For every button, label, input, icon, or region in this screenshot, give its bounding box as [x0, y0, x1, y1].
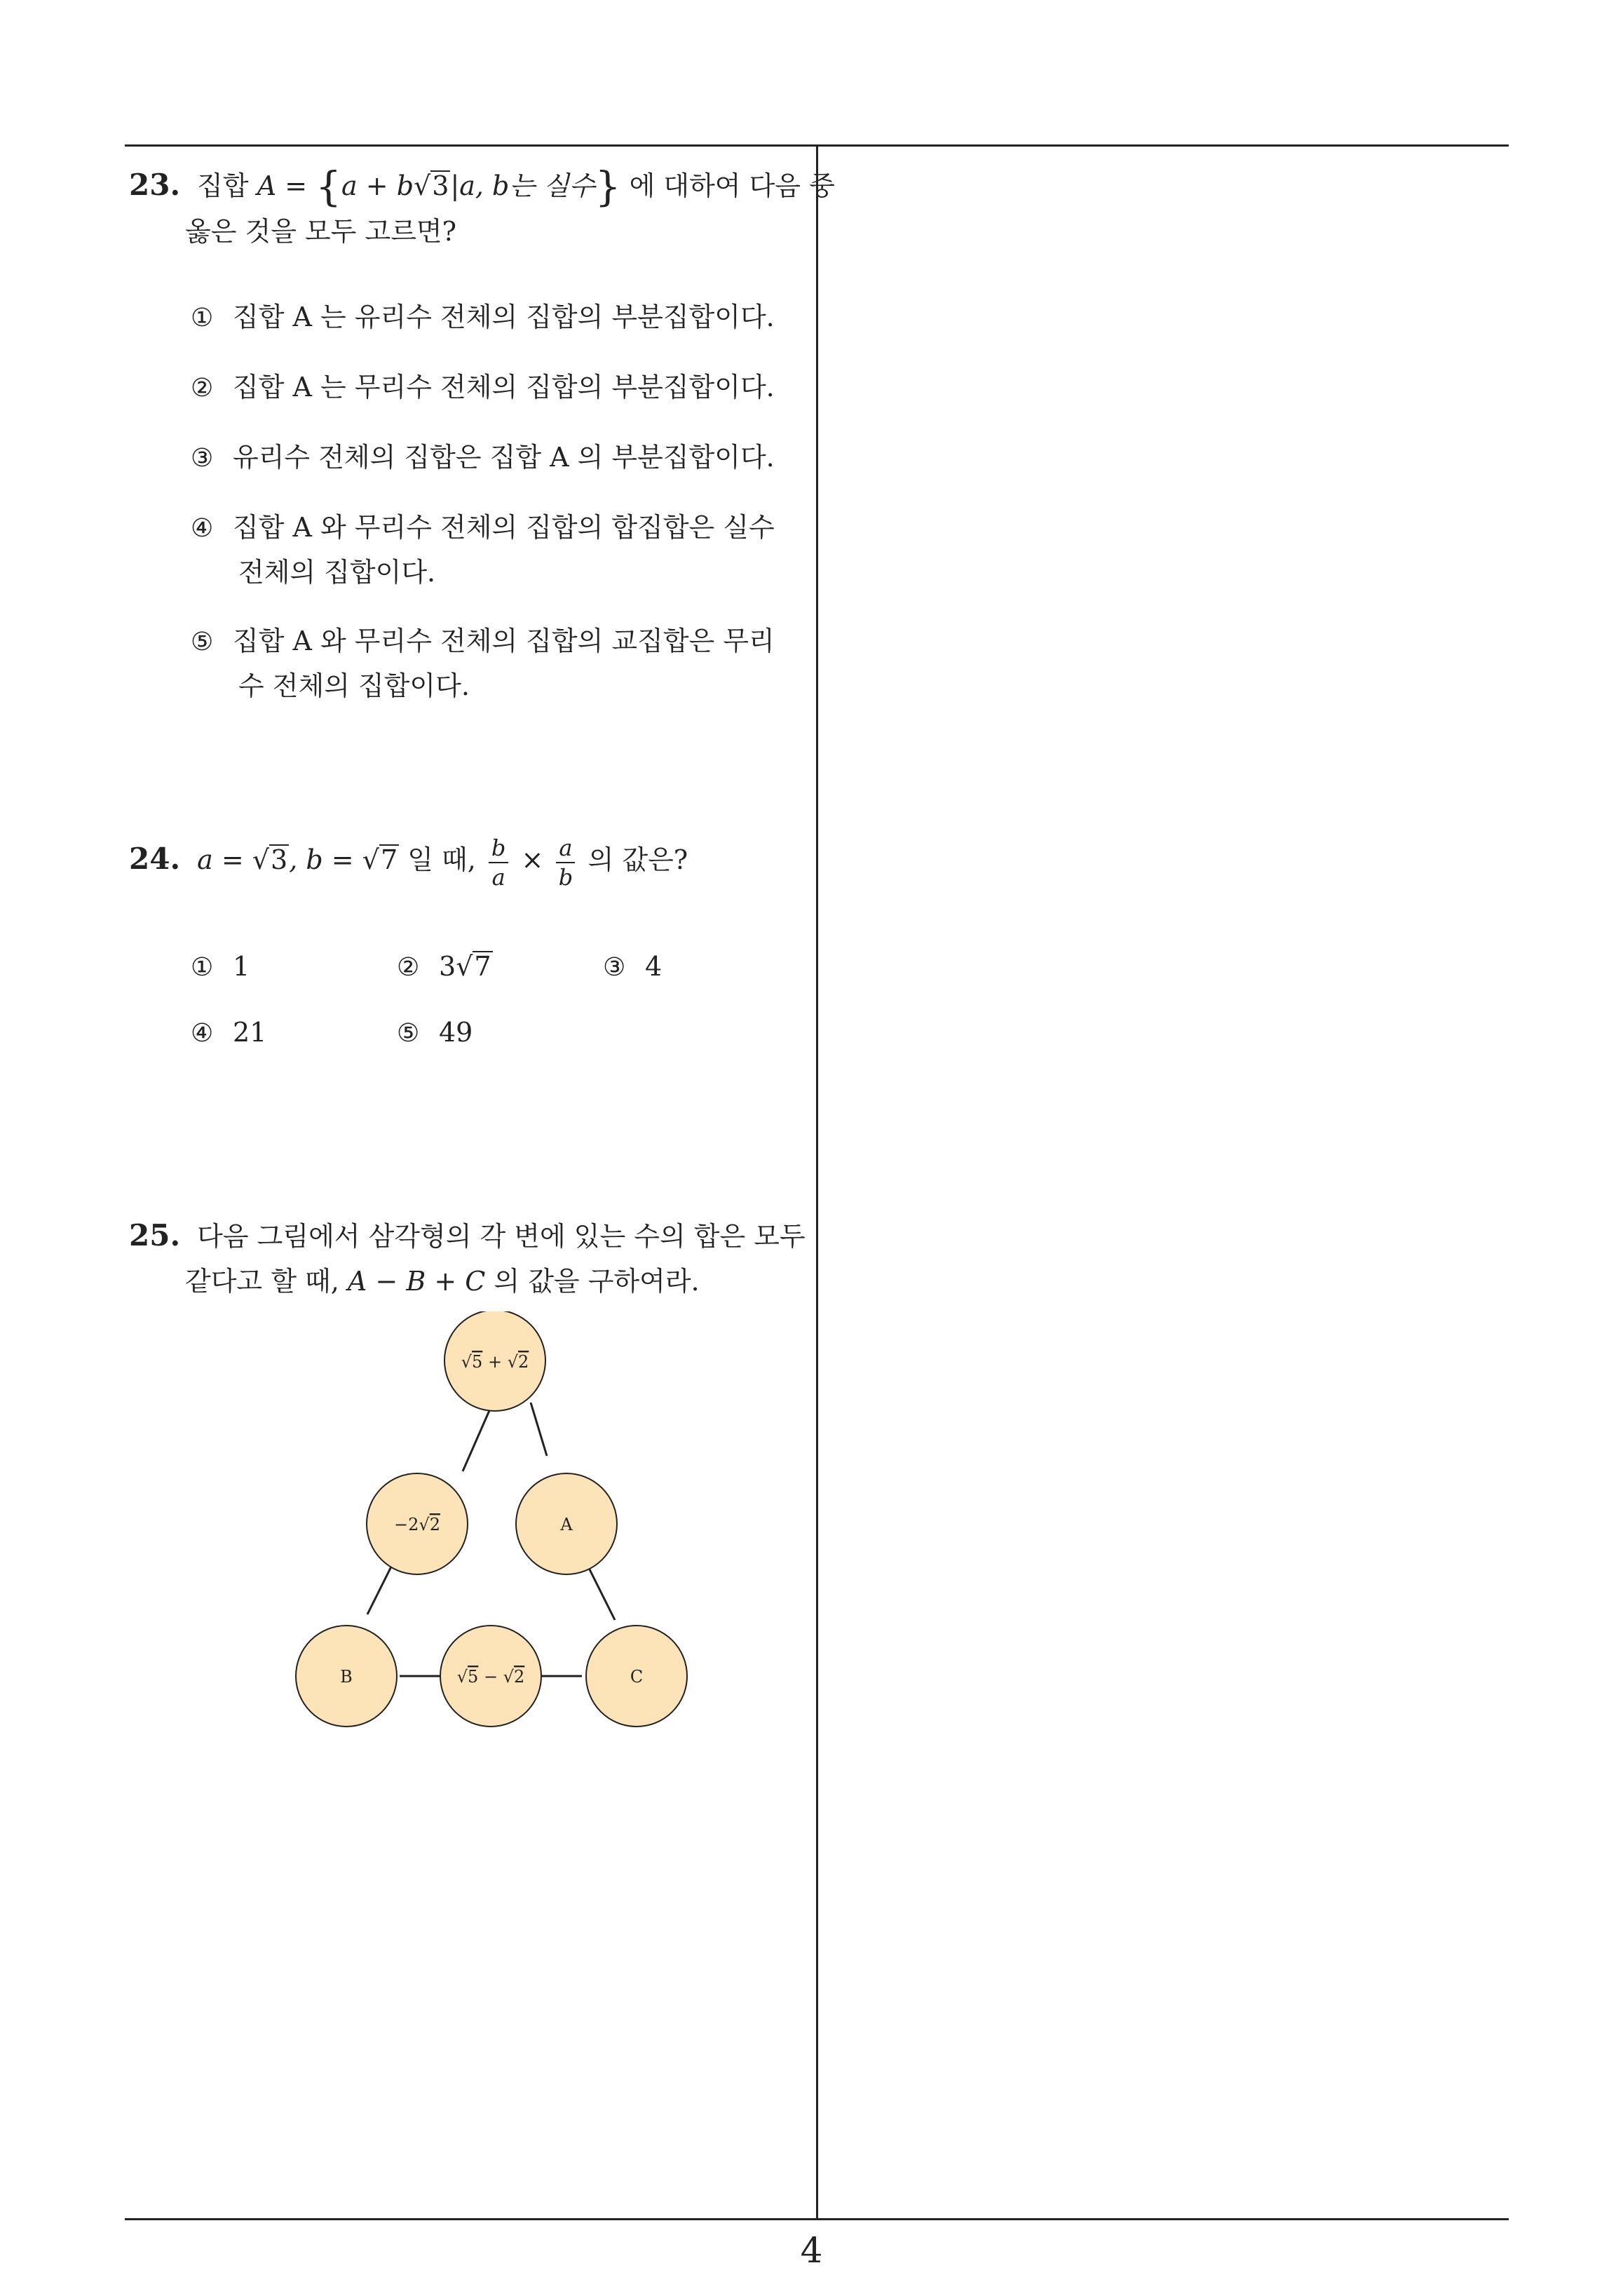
- question-25: [129, 1213, 806, 1304]
- question-25-line-2: 같다고 할 때, A − B + C 의 값을 구하여라.: [185, 1266, 700, 1297]
- fraction: $\frac{b}{a}$: [489, 834, 508, 891]
- node-top-label: √5 + √2: [461, 1352, 529, 1372]
- choice-4[interactable]: ④ 21: [191, 1017, 267, 1048]
- node-right-mid-label: A: [560, 1515, 573, 1534]
- node-bottom-left-label: B: [340, 1667, 353, 1687]
- question-23-line-1: 23. 집합 A = {a + b√3|a, b는 실수} 에 대하여 다음 중: [129, 163, 835, 210]
- choice-5[interactable]: ⑤ 49: [397, 1017, 473, 1048]
- question-25-line-1: 25. 다음 그림에서 삼각형의 각 변에 있는 수의 합은 모두: [129, 1218, 806, 1252]
- choice-3[interactable]: ③ 4: [603, 951, 663, 982]
- question-23-choices: [191, 300, 775, 738]
- node-bottom-mid-label: √5 − √2: [456, 1667, 525, 1687]
- bottom-rule: [125, 2218, 1509, 2220]
- node-bottom-right-label: C: [630, 1667, 644, 1687]
- sqrt-expression: √3: [414, 170, 449, 201]
- question-24-choices: [191, 951, 809, 1083]
- choice-4[interactable]: ④ 집합 A 와 무리수 전체의 집합의 합집합은 실수 전체의 집합이다.: [191, 512, 775, 588]
- page-number: 4: [800, 2230, 823, 2271]
- question-number: 23.: [129, 168, 181, 202]
- choice-1[interactable]: ① 1: [191, 951, 250, 982]
- fraction: $\frac{a}{b}$: [556, 834, 575, 891]
- triangle-diagram: [280, 1311, 715, 1746]
- choice-1[interactable]: ① 집합 A 는 유리수 전체의 집합의 부분집합이다.: [191, 302, 775, 332]
- choice-2[interactable]: ② 집합 A 는 무리수 전체의 집합의 부분집합이다.: [191, 372, 775, 403]
- question-23: [129, 163, 835, 254]
- choice-2[interactable]: ② 3√7: [397, 951, 491, 982]
- question-24-line: 24. a = √3, b = √7 일 때, $\frac{b}{a}$ × $\frac{a}{b}$ 의 값은?: [129, 834, 688, 891]
- choice-5[interactable]: ⑤ 집합 A 와 무리수 전체의 집합의 교집합은 무리 수 전체의 집합이다.: [191, 626, 775, 701]
- question-24: [129, 828, 802, 891]
- choice-3[interactable]: ③ 유리수 전체의 집합은 집합 A 의 부분집합이다.: [191, 442, 775, 473]
- question-23-line-2: 옳은 것을 모두 고르면?: [185, 216, 456, 247]
- node-left-mid-label: −2√2: [394, 1515, 440, 1534]
- column-divider: [816, 144, 818, 2219]
